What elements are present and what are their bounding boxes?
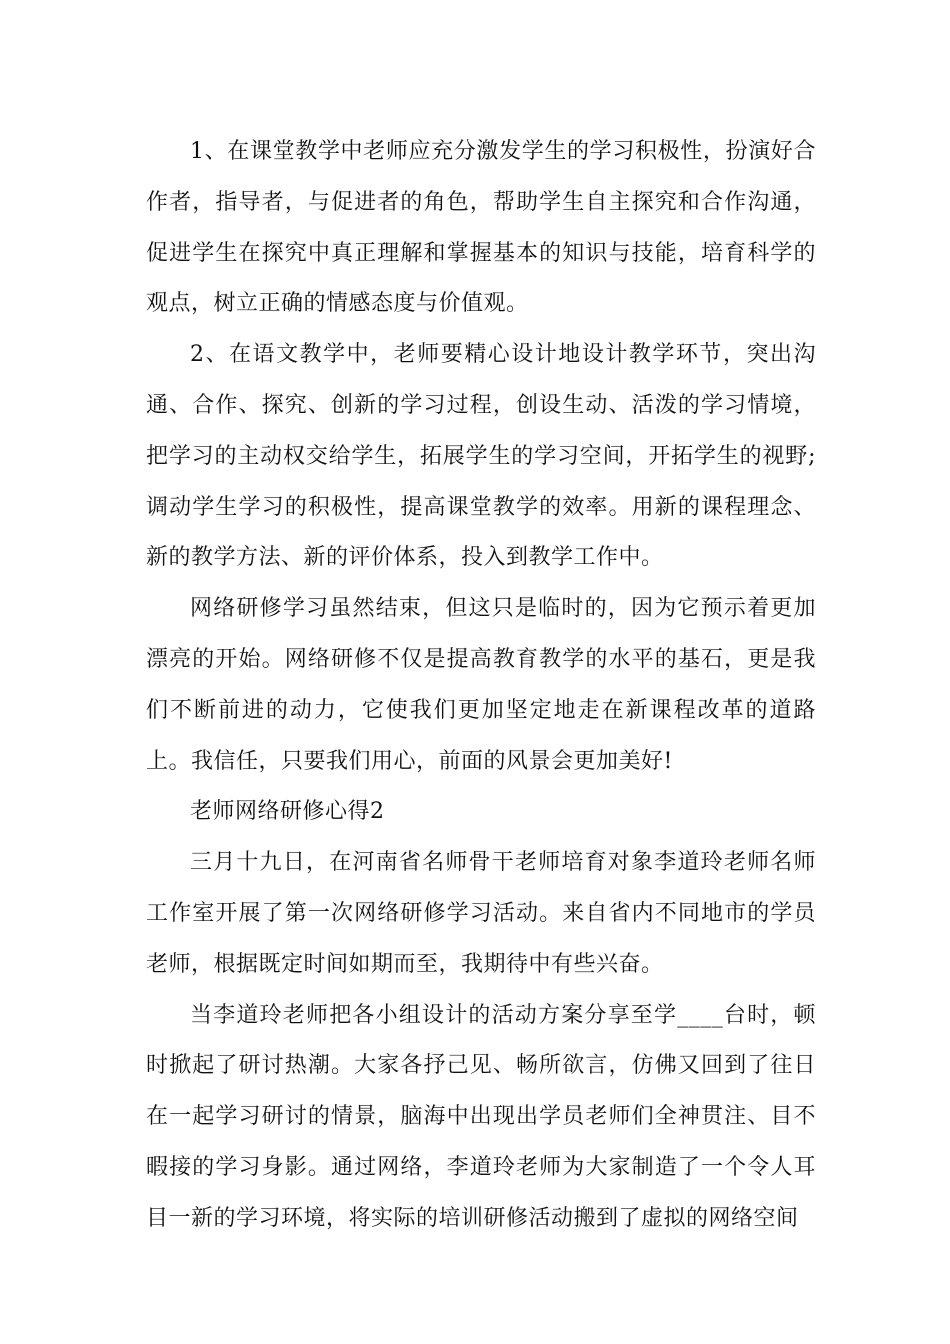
paragraph-4: 三月十九日，在河南省名师骨干老师培育对象李道玲老师名师工作室开展了第一次网络研修学习活动。来自省内不同地市的学员老师，根据既定时间如期而至，我期待中有些兴奋。 xyxy=(146,850,816,977)
paragraph-2: 2、在语文教学中，老师要精心设计地设计教学环节，突出沟通、合作、探究、创新的学习过程，创设生动、活泼的学习情境，把学习的主动权交给学生，拓展学生的学习空间，开拓学生的视野;调动学生学习的积极性，提高课堂教学的效率。用新的课程理念、新的教学方法、新的评价体系，投入到教学工作中。 xyxy=(146,342,816,571)
section-heading: 老师网络研修心得2 xyxy=(190,799,385,825)
paragraph-3: 网络研修学习虽然结束，但这只是临时的，因为它预示着更加漂亮的开始。网络研修不仅是提高教育教学的水平的基石，更是我们不断前进的动力，它使我们更加坚定地走在新课程改革的道路上。我信任，只要我们用心，前面的风景会更加美好! xyxy=(146,596,816,774)
paragraph-5: 当李道玲老师把各小组设计的活动方案分享至学____台时，顿时掀起了研讨热潮。大家各抒己见、畅所欲言，仿佛又回到了往日在一起学习研讨的情景，脑海中出现出学员老师们全神贯注、目不暇接的学习身影。通过网络，李道玲老师为大家制造了一个令人耳目一新的学习环境，将实际的培训研修活动搬到了虚拟的网络空间 xyxy=(146,1002,816,1231)
document-body xyxy=(146,127,816,1245)
paragraph-1: 1、在课堂教学中老师应充分激发学生的学习积极性，扮演好合作者，指导者，与促进者的角色，帮助学生自主探究和合作沟通，促进学生在探究中真正理解和掌握基本的知识与技能，培育科学的观点，树立正确的情感态度与价值观。 xyxy=(146,139,816,317)
